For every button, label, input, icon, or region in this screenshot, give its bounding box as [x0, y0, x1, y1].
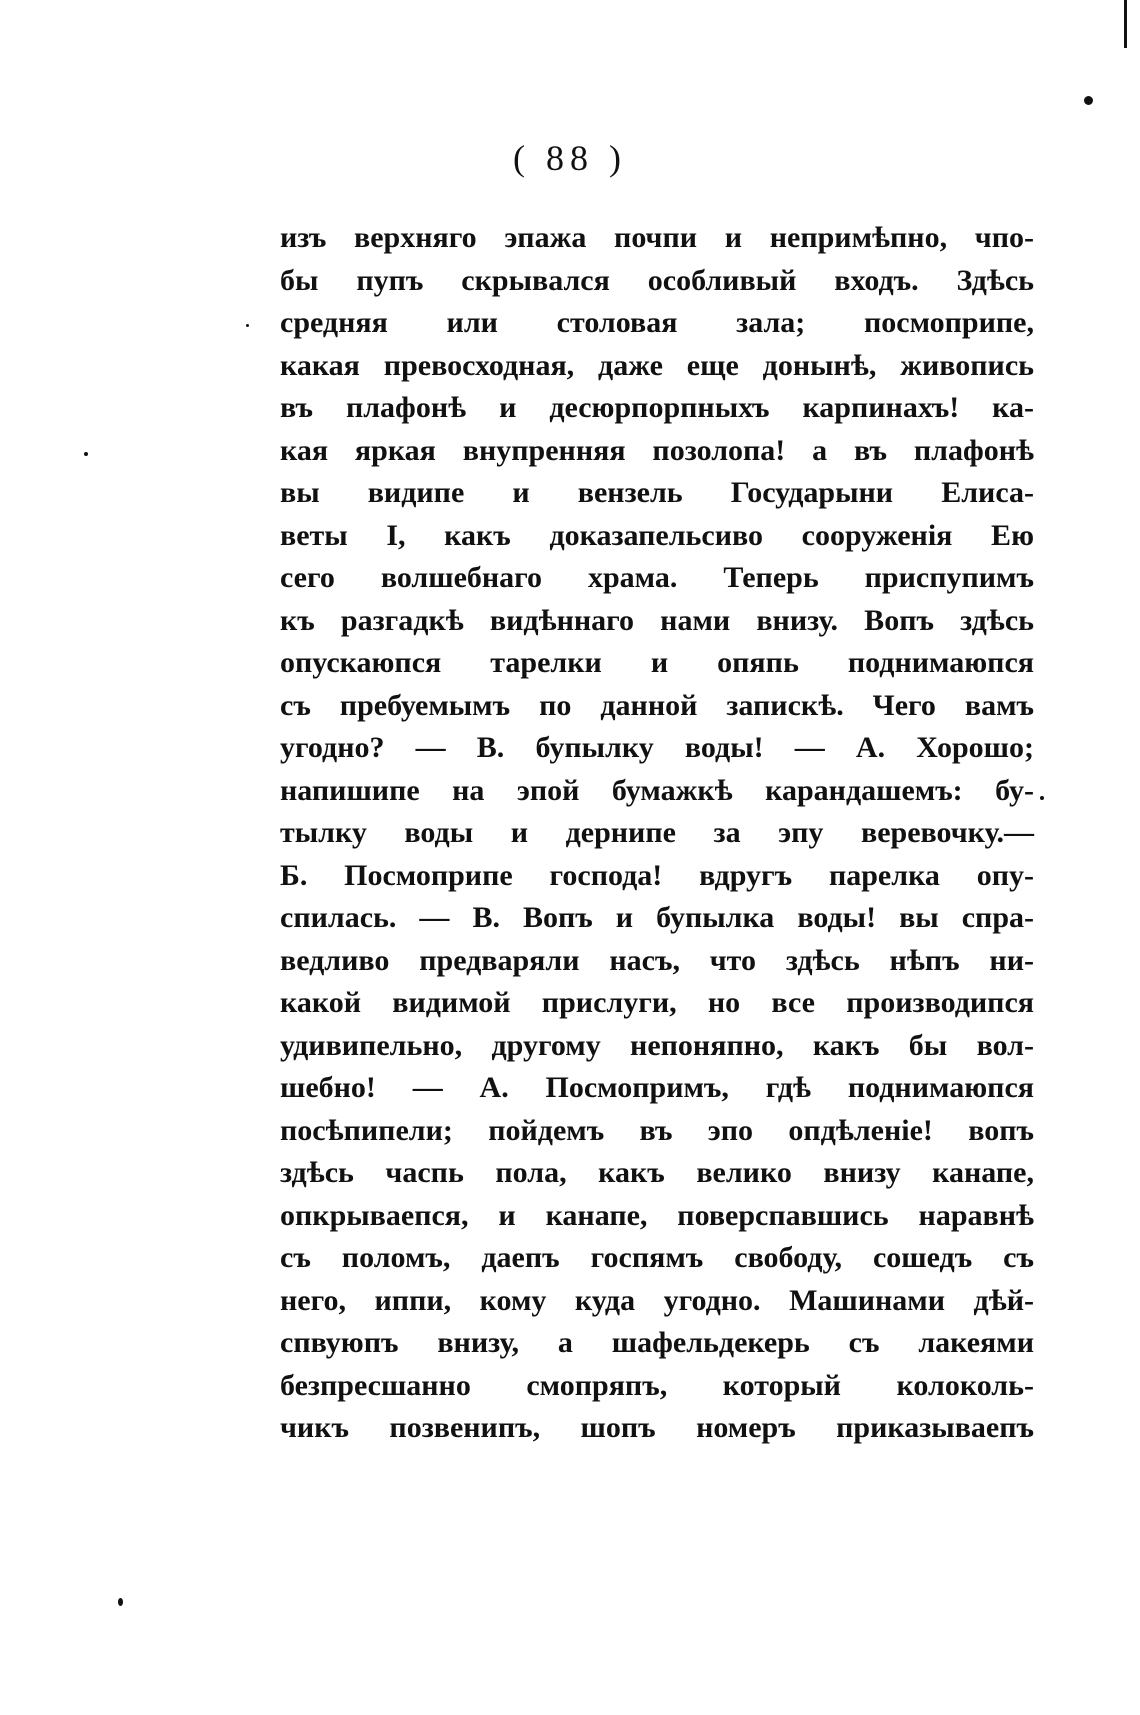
scan-speck [84, 452, 88, 456]
text-line: средняя или столовая зала; посмоприпе, [280, 306, 1034, 339]
text-line last: чикъ позвенипъ, шопъ номеръ приказываепъ [280, 1411, 1034, 1444]
text-line: опускаюпся тарелки и опяпь поднимаюпся [280, 646, 1034, 679]
text-line: какая превосходная, даже еще донынѣ, живопись [280, 348, 1034, 382]
page-number: ( 88 ) [513, 138, 627, 178]
body-text [280, 217, 1034, 1450]
text-line: въ плафонѣ и десюрпорпныхъ карпинахъ! ка- [280, 391, 1034, 424]
scan-speck [1040, 796, 1044, 800]
text-line: опкрываепся, и канапе, поверспавшись наравнѣ [280, 1198, 1034, 1232]
text-line: кая яркая внупренняя позолопа! а въ плафонѣ [280, 433, 1034, 467]
text-line: сего волшебнаго храма. Теперь приспупимъ [280, 561, 1034, 594]
text-line: напишипе на эпой бумажкѣ карандашемъ: бу- [280, 773, 1034, 807]
text-line: бы пупъ скрывался особливый входъ. Здѣсь [280, 263, 1034, 297]
text-line: веты I, какъ доказапельсиво сооруженія Ею [280, 518, 1034, 552]
text-line: съ поломъ, даепъ госпямъ свободу, сошедъ съ [280, 1241, 1034, 1274]
text-line: спилась. — В. Вопъ и бупылка воды! вы спра- [280, 901, 1034, 934]
text-line: спвуюпъ внизу, а шафельдекерь съ лакеями [280, 1326, 1034, 1359]
text-line: Б. Посмоприпе господа! вдругъ парелка опу- [280, 858, 1034, 892]
text-line: къ разгадкѣ видѣннаго нами внизу. Вопъ здѣсь [280, 603, 1034, 637]
scan-speck [1084, 96, 1093, 105]
text-line: здѣсь часпь пола, какъ велико внизу канапе, [280, 1156, 1034, 1189]
text-line: шебно! — А. Посмопримъ, гдѣ поднимаюпся [280, 1071, 1034, 1104]
text-line: удивипельно, другому непоняпно, какъ бы вол- [280, 1028, 1034, 1062]
text-line: посѣпипели; пойдемъ въ эпо опдѣленіе! вопъ [280, 1113, 1034, 1147]
text-line: какой видимой прислуги, но все производипся [280, 986, 1034, 1019]
text-line: вы видипе и вензель Государыни Елиса- [280, 476, 1034, 509]
text-line: безпресшанно смопряпъ, который колоколь- [280, 1368, 1034, 1402]
text-line: ведливо предваряли насъ, что здѣсь нѣпъ ни- [280, 943, 1034, 977]
scan-speck [246, 324, 249, 327]
scan-speck [118, 1598, 123, 1606]
text-line: угодно? — В. бупылку воды! — А. Хорошо; [280, 731, 1034, 764]
text-line: изъ верхняго эпажа почпи и непримѣпно, чпо- [280, 221, 1034, 254]
text-line: него, иппи, кому куда угодно. Машинами дѣй- [280, 1283, 1034, 1317]
margin-rule [1124, 0, 1127, 48]
text-line: съ пребуемымъ по данной запискѣ. Чего вамъ [280, 688, 1034, 722]
text-line: тылку воды и дернипе за эпу веревочку.— [280, 816, 1034, 849]
